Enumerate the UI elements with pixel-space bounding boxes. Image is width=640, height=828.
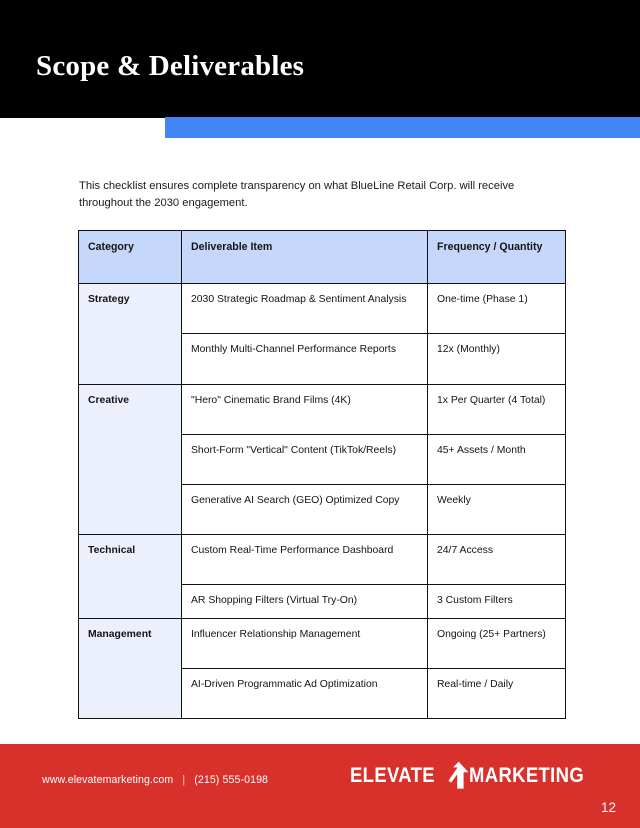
page-title: Scope & Deliverables [36, 50, 305, 82]
table-header-row [79, 231, 566, 284]
frequency-cell: Ongoing (25+ Partners) [428, 618, 566, 668]
table-row [79, 385, 566, 435]
category-cell-technical: Technical [79, 535, 182, 619]
up-arrow-icon [447, 761, 470, 789]
frequency-cell: 3 Custom Filters [428, 585, 566, 619]
page-number: 12 [600, 800, 616, 815]
frequency-cell: 24/7 Access [428, 535, 566, 585]
brand-logo [350, 762, 600, 788]
frequency-cell: 12x (Monthly) [428, 334, 566, 385]
frequency-cell: Real-time / Daily [428, 668, 566, 718]
intro-paragraph: This checklist ensures complete transparency on what BlueLine Retail Corp. will receive throughout the 2030 engagement. [79, 180, 515, 209]
table-row [79, 535, 566, 585]
table-body [79, 284, 566, 719]
frequency-cell: One-time (Phase 1) [428, 284, 566, 334]
footer-phone[interactable]: (215) 555-0198 [194, 774, 269, 786]
category-cell-strategy: Strategy [79, 284, 182, 385]
deliverable-cell: "Hero" Cinematic Brand Films (4K) [182, 385, 428, 435]
deliverable-cell: Custom Real-Time Performance Dashboard [182, 535, 428, 585]
footer-contact [42, 774, 268, 786]
table-row [79, 618, 566, 668]
deliverable-cell: AR Shopping Filters (Virtual Try-On) [182, 585, 428, 619]
deliverable-cell: Monthly Multi-Channel Performance Reports [182, 334, 428, 385]
header-accent-bar [165, 117, 640, 138]
deliverable-cell: 2030 Strategic Roadmap & Sentiment Analysis [182, 284, 428, 334]
deliverables-table [78, 230, 566, 719]
column-header-category: Category [79, 231, 182, 284]
deliverable-cell: Generative AI Search (GEO) Optimized Copy [182, 485, 428, 535]
frequency-cell: Weekly [428, 485, 566, 535]
deliverable-cell: Short-Form "Vertical" Content (TikTok/Reels) [182, 435, 428, 485]
frequency-cell: 1x Per Quarter (4 Total) [428, 385, 566, 435]
brand-logo-word-two: MARKETING [469, 763, 585, 787]
category-cell-management: Management [79, 618, 182, 718]
deliverable-cell: Influencer Relationship Management [182, 618, 428, 668]
footer-separator: | [182, 774, 186, 786]
frequency-cell: 45+ Assets / Month [428, 435, 566, 485]
footer-website[interactable]: www.elevatemarketing.com [42, 774, 174, 786]
deliverable-cell: AI-Driven Programmatic Ad Optimization [182, 668, 428, 718]
table-row [79, 284, 566, 334]
table-header [79, 231, 566, 284]
deliverables-table-wrap [78, 230, 565, 719]
brand-logo-word-one: ELEVATE [349, 763, 435, 787]
column-header-frequency: Frequency / Quantity [428, 231, 566, 284]
column-header-deliverable: Deliverable Item [182, 231, 428, 284]
category-cell-creative: Creative [79, 385, 182, 535]
